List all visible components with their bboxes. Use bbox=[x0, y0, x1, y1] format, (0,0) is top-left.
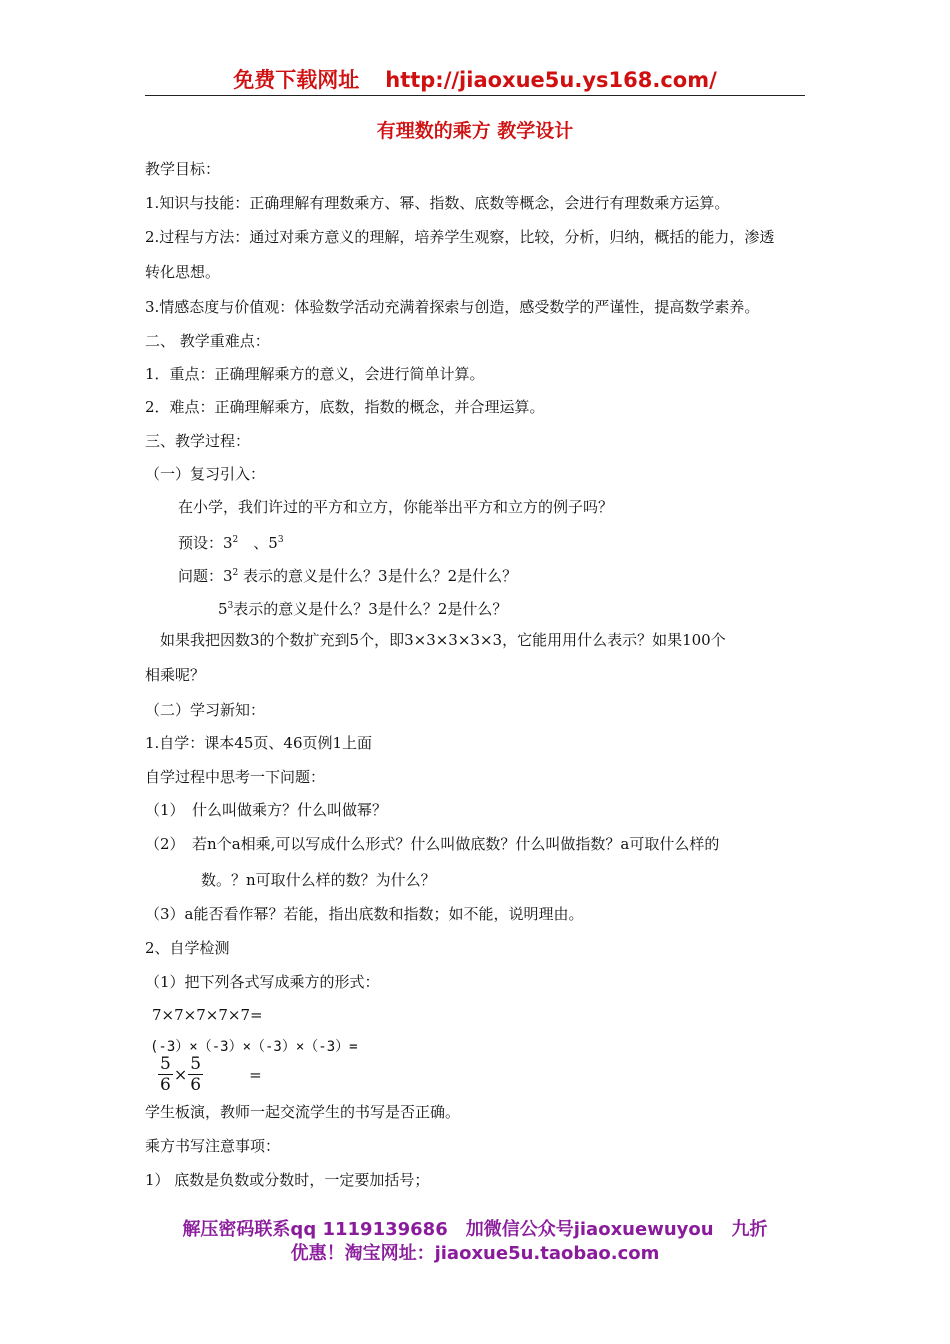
question-2-base: 5 bbox=[218, 600, 228, 618]
key-point-2: 2．难点：正确理解乘方，底数，指数的概念，并合理运算。 bbox=[145, 398, 545, 416]
preset-exponent-2: 3 bbox=[277, 535, 284, 545]
question-1-prefix: 问题：3 bbox=[178, 567, 233, 585]
preset-separator: 、5 bbox=[238, 534, 278, 552]
header-site-url[interactable]: http://jiaoxue5u.ys168.com/ bbox=[385, 68, 717, 92]
footer-line-2: 优惠！淘宝网址：jiaoxue5u.taobao.com bbox=[290, 1243, 660, 1264]
exercise-2: (-3）×（-3）×（-3）×（-3）= bbox=[150, 1039, 358, 1055]
study-question-2-line-1: （2） 若n个a相乘,可以写成什么形式？什么叫做底数？什么叫做指数？a可取什么样的 bbox=[145, 835, 720, 853]
section-heading-objectives: 教学目标： bbox=[145, 160, 221, 178]
fraction-2 bbox=[188, 1054, 203, 1095]
question-2 bbox=[218, 595, 507, 620]
question-1-exponent: 2 bbox=[232, 568, 239, 578]
think-prompt: 自学过程中思考一下问题： bbox=[145, 768, 326, 786]
study-question-3: （3）a能否看作幂？若能，指出底数和指数；如不能，说明理由。 bbox=[145, 905, 584, 923]
objective-3: 3.情感态度与价值观：体验数学活动充满着探索与创造，感受数学的严谨性，提高数学素养。 bbox=[145, 298, 760, 316]
fraction-1-denominator: 6 bbox=[160, 1075, 171, 1095]
header-divider bbox=[145, 95, 805, 96]
preset-examples bbox=[178, 529, 284, 554]
preset-exponent-1: 2 bbox=[232, 535, 239, 545]
part-1-heading: （一）复习引入： bbox=[145, 465, 266, 483]
equals-sign: = bbox=[249, 1065, 262, 1084]
notes-heading: 乘方书写注意事项： bbox=[145, 1137, 281, 1155]
footer-banner bbox=[145, 1218, 805, 1266]
fraction-2-denominator: 6 bbox=[190, 1075, 202, 1095]
section-heading-key-points: 二、 教学重难点： bbox=[145, 332, 270, 350]
self-check-heading: 2、自学检测 bbox=[145, 939, 230, 957]
times-sign: × bbox=[173, 1065, 188, 1084]
fraction-1-numerator: 5 bbox=[160, 1054, 171, 1074]
objective-1: 1.知识与技能：正确理解有理数乘方、幂、指数、底数等概念，会进行有理数乘方运算。 bbox=[145, 194, 730, 212]
objective-2-line-1: 2.过程与方法：通过对乘方意义的理解，培养学生观察，比较，分析，归纳，概括的能力，渗透 bbox=[145, 228, 775, 246]
board-practice: 学生板演，教师一起交流学生的书写是否正确。 bbox=[145, 1103, 461, 1121]
section-heading-process: 三、教学过程： bbox=[145, 432, 251, 450]
objective-2-line-2: 转化思想。 bbox=[145, 263, 221, 281]
page-title: 有理数的乘方 教学设计 bbox=[376, 120, 574, 142]
exercise-3-fraction bbox=[158, 1054, 262, 1095]
footer-line-1: 解压密码联系qq 1119139686 加微信公众号jiaoxuewuyou 九折 bbox=[182, 1219, 768, 1240]
study-question-2-line-2: 数。？n可取什么样的数？为什么？ bbox=[201, 871, 436, 889]
fraction-2-numerator: 5 bbox=[190, 1054, 202, 1074]
extension-question-line-1: 如果我把因数3的个数扩充到5个，即3×3×3×3×3，它能用用什么表示？如果100个 bbox=[160, 631, 726, 649]
question-1 bbox=[178, 562, 517, 587]
exercise-intro: （1）把下列各式写成乘方的形式： bbox=[145, 973, 380, 991]
review-question: 在小学，我们许过的平方和立方，你能举出平方和立方的例子吗？ bbox=[178, 498, 614, 516]
key-point-1: 1．重点：正确理解乘方的意义，会进行简单计算。 bbox=[145, 365, 485, 383]
question-1-text: 表示的意义是什么？3是什么？2是什么？ bbox=[238, 567, 518, 585]
note-1: 1） 底数是负数或分数时，一定要加括号； bbox=[145, 1171, 430, 1189]
header-site-label: 免费下载网址 bbox=[233, 68, 360, 92]
header-banner bbox=[145, 66, 805, 94]
extension-question-line-2: 相乘呢？ bbox=[145, 666, 206, 684]
part-2-heading: （二）学习新知： bbox=[145, 701, 266, 719]
question-2-text: 表示的意义是什么？3是什么？2是什么？ bbox=[233, 600, 508, 618]
study-question-1: （1） 什么叫做乘方？什么叫做幂？ bbox=[145, 801, 388, 819]
self-study: 1.自学：课本45页、46页例1上面 bbox=[145, 734, 373, 752]
preset-label: 预设：3 bbox=[178, 534, 233, 552]
fraction-1 bbox=[158, 1054, 173, 1095]
exercise-1: 7×7×7×7×7= bbox=[152, 1006, 263, 1024]
question-2-exponent: 3 bbox=[227, 601, 234, 611]
